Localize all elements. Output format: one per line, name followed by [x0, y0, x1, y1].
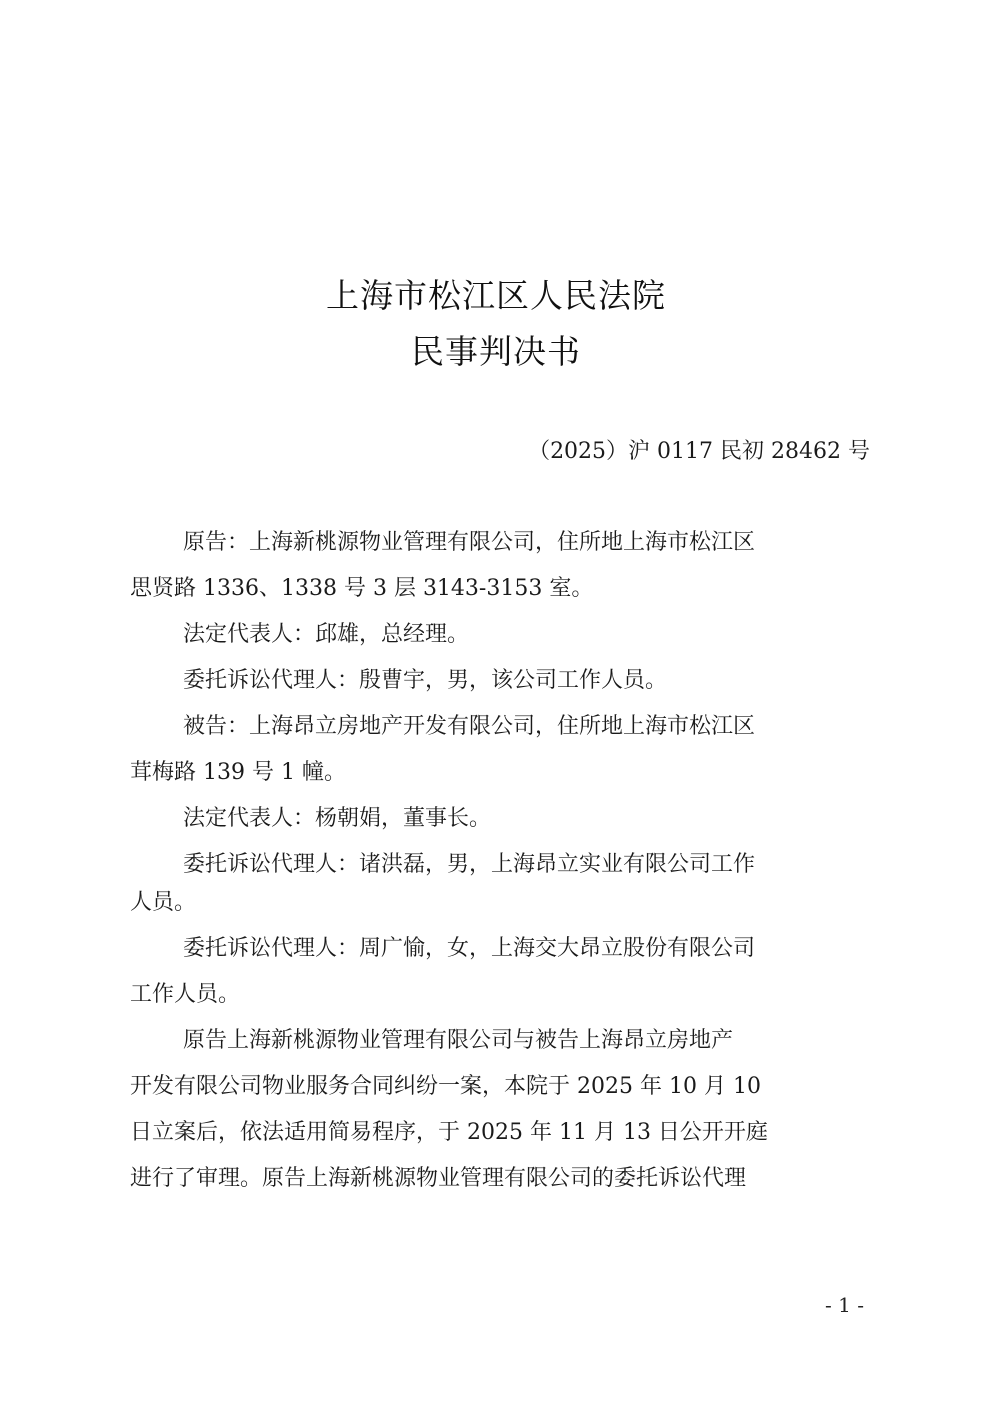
defendant-legal-rep: 法定代表人：杨朝娟，董事长。: [183, 806, 492, 831]
defendant-agent-2-line-2: 工作人员。: [130, 982, 241, 1007]
case-paragraph-line-1: 原告上海新桃源物业管理有限公司与被告上海昂立房地产: [183, 1028, 734, 1053]
defendant-line-1: 被告：上海昂立房地产开发有限公司，住所地上海市松江区: [183, 714, 756, 739]
document-type-title: 民事判决书: [411, 332, 581, 371]
plaintiff-legal-rep: 法定代表人：邱雄，总经理。: [183, 622, 470, 647]
court-name-title: 上海市松江区人民法院: [326, 276, 666, 315]
plaintiff-line-2: 思贤路 1336、1338 号 3 层 3143-3153 室。: [130, 576, 594, 601]
case-paragraph-line-4: 进行了审理。原告上海新桃源物业管理有限公司的委托诉讼代理: [130, 1166, 747, 1191]
defendant-agent-1-line-1: 委托诉讼代理人：诸洪磊，男，上海昂立实业有限公司工作: [183, 852, 756, 877]
plaintiff-line-1: 原告：上海新桃源物业管理有限公司，住所地上海市松江区: [183, 530, 756, 555]
case-paragraph-line-3: 日立案后，依法适用简易程序，于 2025 年 11 月 13 日公开开庭: [130, 1120, 768, 1145]
case-number: （2025）沪 0117 民初 28462 号: [528, 439, 870, 464]
defendant-agent-1-line-2: 人员。: [130, 890, 197, 915]
case-paragraph-line-2: 开发有限公司物业服务合同纠纷一案，本院于 2025 年 10 月 10: [130, 1074, 761, 1099]
defendant-line-2: 茸梅路 139 号 1 幢。: [130, 760, 346, 785]
page-number: - 1 -: [825, 1293, 864, 1317]
plaintiff-agent: 委托诉讼代理人：殷曹宇，男，该公司工作人员。: [183, 668, 668, 693]
defendant-agent-2-line-1: 委托诉讼代理人：周广愉，女，上海交大昂立股份有限公司: [183, 936, 756, 961]
